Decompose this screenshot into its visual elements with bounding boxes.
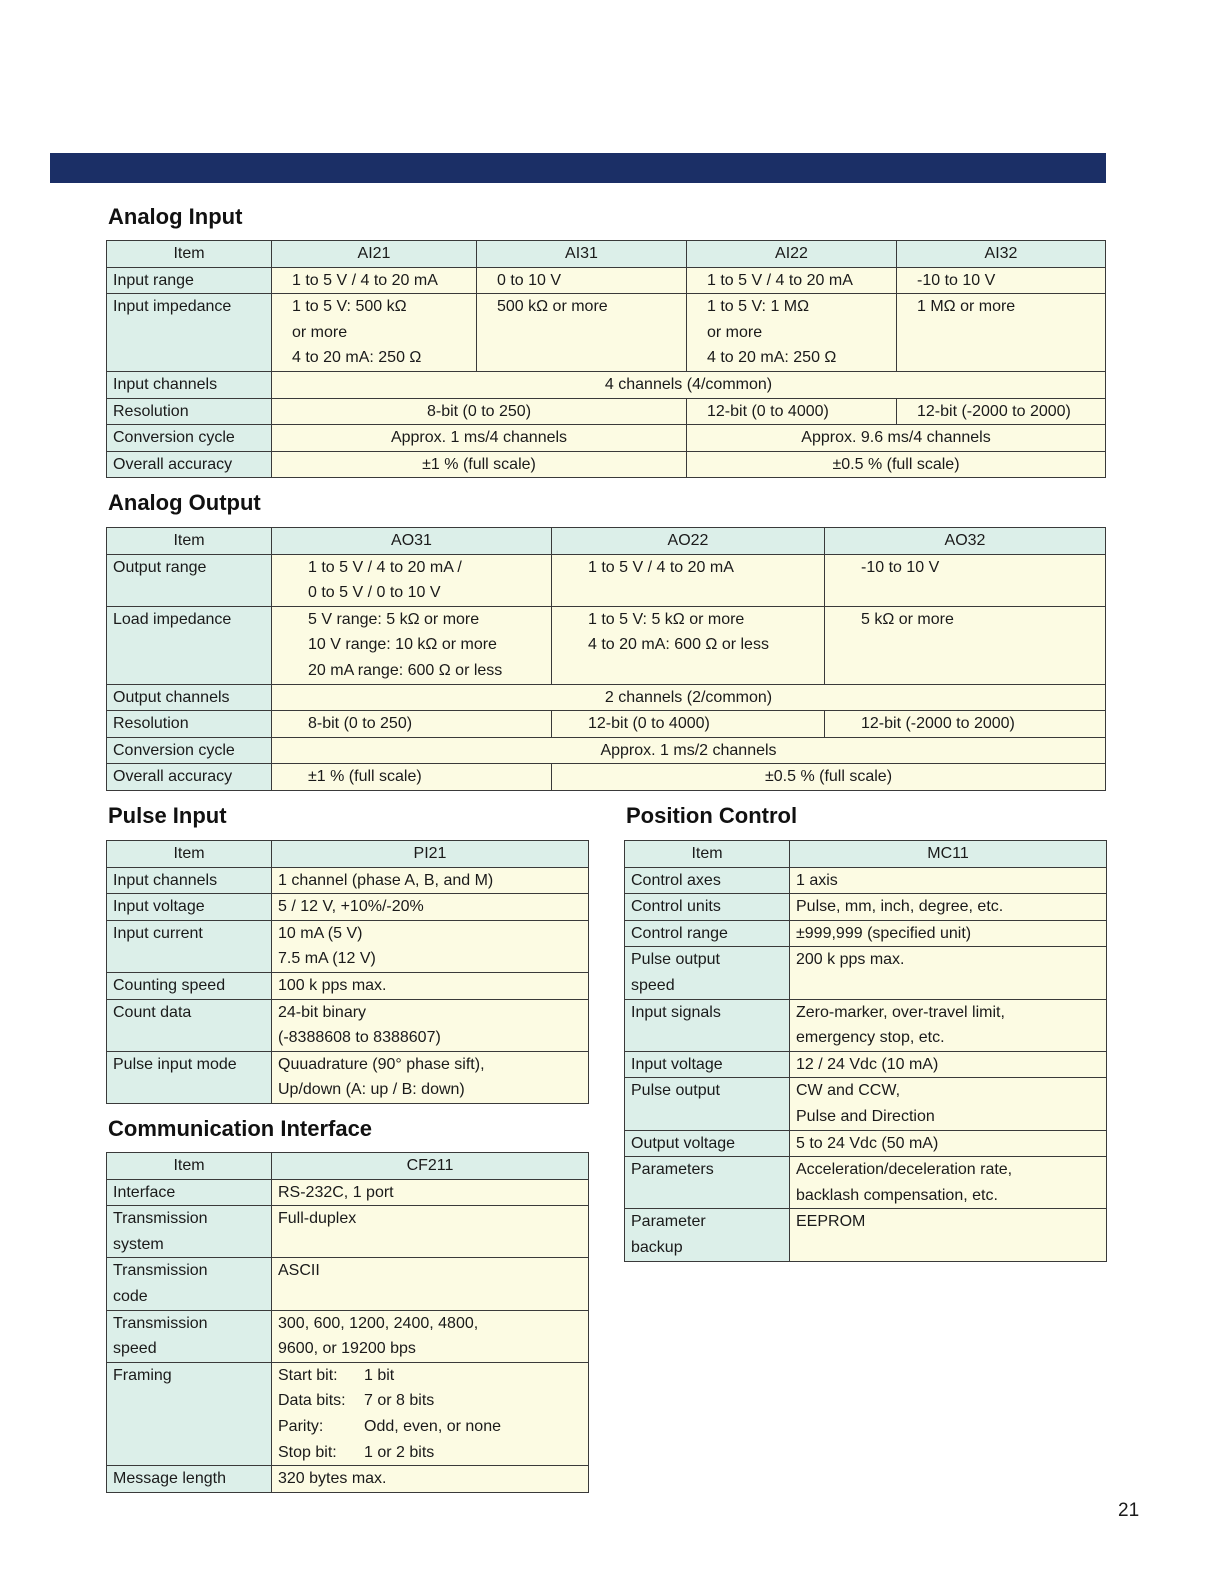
cell-line: Transmission xyxy=(113,1262,208,1280)
table-row xyxy=(107,451,1106,478)
cell-line: Input voltage xyxy=(113,898,205,916)
cell-line: backup xyxy=(631,1238,683,1256)
row-label xyxy=(107,1310,272,1362)
column-header: AO22 xyxy=(552,528,825,555)
column-header: Item xyxy=(625,841,790,868)
table-cell: 12-bit (-2000 to 2000) xyxy=(897,398,1106,425)
table-cell xyxy=(272,1206,589,1258)
cell-line: Input signals xyxy=(631,1003,721,1021)
table-cell xyxy=(790,999,1107,1051)
row-label: Resolution xyxy=(107,398,272,425)
communication-interface-title: Communication Interface xyxy=(108,1116,373,1141)
row-label xyxy=(107,1051,272,1103)
cell-line: 4 to 20 mA: 250 Ω xyxy=(707,349,837,367)
framing-value: 7 or 8 bits xyxy=(364,1392,435,1410)
column-header: AI21 xyxy=(272,241,477,268)
table-cell: 12-bit (0 to 4000) xyxy=(552,711,825,738)
framing-name: Parity: xyxy=(278,1417,324,1435)
cell-line: 9600, or 19200 bps xyxy=(278,1340,416,1358)
table-row xyxy=(107,711,1106,738)
table-row xyxy=(107,1258,589,1310)
cell-line: 10 mA (5 V) xyxy=(278,924,363,942)
cell-line: Pulse output xyxy=(631,1082,720,1100)
row-label: Input range xyxy=(107,267,272,294)
table-cell xyxy=(790,1078,1107,1130)
table-cell xyxy=(272,972,589,999)
cell-line: Control units xyxy=(631,898,721,916)
cell-line: 24-bit binary xyxy=(278,1003,367,1021)
table-cell xyxy=(272,1310,589,1362)
cell-line: Pulse input mode xyxy=(113,1055,237,1073)
table-cell xyxy=(272,606,552,684)
cell-line: 7.5 mA (12 V) xyxy=(278,950,376,968)
table-cell xyxy=(272,1258,589,1310)
table-cell: 1 MΩ or more xyxy=(897,294,1106,372)
table-cell xyxy=(790,1051,1107,1078)
cell-line: 12 / 24 Vdc (10 mA) xyxy=(796,1055,939,1073)
row-label xyxy=(625,894,790,921)
framing-name: Stop bit: xyxy=(278,1443,337,1461)
cell-line: system xyxy=(113,1235,164,1253)
cell-line: 1 to 5 V: 1 MΩ xyxy=(707,298,810,316)
table-header-row xyxy=(107,241,1106,268)
table-cell xyxy=(272,894,589,921)
table-row xyxy=(625,894,1107,921)
table-row xyxy=(107,972,589,999)
page-number: 21 xyxy=(1118,1500,1140,1521)
table-cell: 500 kΩ or more xyxy=(477,294,687,372)
analog-output-table xyxy=(106,527,1106,791)
cell-line: Parameters xyxy=(631,1161,714,1179)
table-row xyxy=(107,1179,589,1206)
cell-line: CW and CCW, xyxy=(796,1082,901,1100)
row-label xyxy=(625,1209,790,1261)
table-cell xyxy=(272,920,589,972)
cell-line: ±999,999 (specified unit) xyxy=(796,924,972,942)
row-label xyxy=(625,1078,790,1130)
table-cell: 2 channels (2/common) xyxy=(272,684,1106,711)
cell-line: 4 to 20 mA: 600 Ω or less xyxy=(588,636,769,654)
table-row xyxy=(107,425,1106,452)
table-row xyxy=(625,1051,1107,1078)
table-row xyxy=(625,1078,1107,1130)
cell-line: Parameter xyxy=(631,1213,706,1231)
table-cell xyxy=(272,999,589,1051)
table-cell xyxy=(790,867,1107,894)
row-label: Conversion cycle xyxy=(107,425,272,452)
column-header: PI21 xyxy=(272,841,589,868)
table-cell xyxy=(790,894,1107,921)
header-banner xyxy=(50,153,1106,183)
column-header: AI22 xyxy=(687,241,897,268)
table-cell xyxy=(272,867,589,894)
table-cell xyxy=(687,294,897,372)
position-control-table xyxy=(624,840,1107,1262)
pulse-input-table xyxy=(106,840,589,1104)
table-row xyxy=(625,1157,1107,1209)
framing-line xyxy=(278,1414,582,1440)
table-cell: 12-bit (-2000 to 2000) xyxy=(825,711,1106,738)
row-label xyxy=(107,920,272,972)
cell-line: or more xyxy=(292,323,348,341)
cell-line: Pulse, mm, inch, degree, etc. xyxy=(796,898,1004,916)
framing-name: Start bit: xyxy=(278,1366,338,1384)
table-cell: Approx. 1 ms/2 channels xyxy=(272,737,1106,764)
framing-value: 1 or 2 bits xyxy=(364,1443,435,1461)
table-cell xyxy=(272,1051,589,1103)
row-label: Load impedance xyxy=(107,606,272,684)
row-label: Overall accuracy xyxy=(107,451,272,478)
table-row xyxy=(107,999,589,1051)
table-header-row xyxy=(107,528,1106,555)
cell-line: 300, 600, 1200, 2400, 4800, xyxy=(278,1314,479,1332)
communication-interface-table xyxy=(106,1152,589,1493)
cell-line: speed xyxy=(631,976,675,994)
framing-value: Odd, even, or none xyxy=(364,1417,501,1435)
table-cell: 320 bytes max. xyxy=(272,1466,589,1493)
cell-line: Input current xyxy=(113,924,203,942)
table-row xyxy=(107,554,1106,606)
column-header: CF211 xyxy=(272,1153,589,1180)
column-header: AI31 xyxy=(477,241,687,268)
table-header-row xyxy=(107,1153,589,1180)
table-cell xyxy=(790,920,1107,947)
cell-line: emergency stop, etc. xyxy=(796,1029,945,1047)
table-cell: 1 to 5 V / 4 to 20 mA xyxy=(272,267,477,294)
row-label: Conversion cycle xyxy=(107,737,272,764)
table-cell: 4 channels (4/common) xyxy=(272,371,1106,398)
column-header: MC11 xyxy=(790,841,1107,868)
table-row xyxy=(107,398,1106,425)
table-row xyxy=(107,371,1106,398)
cell-line: Interface xyxy=(113,1183,176,1201)
table-cell xyxy=(790,1157,1107,1209)
cell-line: 100 k pps max. xyxy=(278,976,387,994)
cell-line: 5 / 12 V, +10%/-20% xyxy=(278,898,424,916)
table-cell: -10 to 10 V xyxy=(897,267,1106,294)
row-label xyxy=(107,1258,272,1310)
row-label xyxy=(625,947,790,999)
cell-line: Quuadrature (90° phase sift), xyxy=(278,1055,485,1073)
analog-input-table xyxy=(106,240,1106,478)
cell-line: code xyxy=(113,1287,148,1305)
cell-line: Input channels xyxy=(113,871,218,889)
row-label xyxy=(625,1157,790,1209)
framing-value: 1 bit xyxy=(364,1366,395,1384)
cell-line: Transmission xyxy=(113,1314,208,1332)
cell-line: 5 V range: 5 kΩ or more xyxy=(308,610,480,628)
row-label: Resolution xyxy=(107,711,272,738)
table-cell: Approx. 1 ms/4 channels xyxy=(272,425,687,452)
column-header: AI32 xyxy=(897,241,1106,268)
row-label xyxy=(625,867,790,894)
table-cell xyxy=(272,554,552,606)
row-label xyxy=(625,1130,790,1157)
table-row xyxy=(107,1310,589,1362)
cell-line: Zero-marker, over-travel limit, xyxy=(796,1003,1005,1021)
row-label: Input impedance xyxy=(107,294,272,372)
analog-input-title: Analog Input xyxy=(108,204,243,229)
pulse-input-title: Pulse Input xyxy=(108,803,227,828)
table-cell xyxy=(272,294,477,372)
row-label: Message length xyxy=(107,1466,272,1493)
table-row xyxy=(625,920,1107,947)
cell-line: backlash compensation, etc. xyxy=(796,1186,998,1204)
table-row xyxy=(107,267,1106,294)
cell-line: Input voltage xyxy=(631,1055,723,1073)
cell-line: 1 channel (phase A, B, and M) xyxy=(278,871,494,889)
table-cell xyxy=(552,606,825,684)
cell-line: 1 to 5 V / 4 to 20 mA / xyxy=(308,558,462,576)
table-cell: 8-bit (0 to 250) xyxy=(272,398,687,425)
framing-line xyxy=(278,1363,582,1389)
table-row xyxy=(107,867,589,894)
table-cell xyxy=(790,947,1107,999)
table-cell: ±0.5 % (full scale) xyxy=(687,451,1106,478)
analog-output-title: Analog Output xyxy=(108,490,261,515)
row-label xyxy=(107,999,272,1051)
row-label xyxy=(107,1179,272,1206)
table-row xyxy=(107,737,1106,764)
cell-line: speed xyxy=(113,1340,157,1358)
column-header: Item xyxy=(107,528,272,555)
table-row xyxy=(625,1209,1107,1261)
column-header: Item xyxy=(107,1153,272,1180)
row-label xyxy=(107,1206,272,1258)
cell-line: (-8388608 to 8388607) xyxy=(278,1029,441,1047)
table-row xyxy=(625,867,1107,894)
cell-line: 5 to 24 Vdc (50 mA) xyxy=(796,1134,939,1152)
table-cell: Approx. 9.6 ms/4 channels xyxy=(687,425,1106,452)
cell-line: Counting speed xyxy=(113,976,226,994)
row-label: Output range xyxy=(107,554,272,606)
cell-line: Pulse output xyxy=(631,951,720,969)
column-header: Item xyxy=(107,241,272,268)
cell-line: Output voltage xyxy=(631,1134,736,1152)
column-header: Item xyxy=(107,841,272,868)
table-cell: ±1 % (full scale) xyxy=(272,764,552,791)
table-row xyxy=(107,294,1106,372)
framing-line xyxy=(278,1440,582,1466)
table-cell: 8-bit (0 to 250) xyxy=(272,711,552,738)
cell-line: Full-duplex xyxy=(278,1210,357,1228)
table-row xyxy=(107,1051,589,1103)
table-cell: ±1 % (full scale) xyxy=(272,451,687,478)
cell-line: ASCII xyxy=(278,1262,320,1280)
column-header: AO32 xyxy=(825,528,1106,555)
table-cell: -10 to 10 V xyxy=(825,554,1106,606)
table-header-row xyxy=(625,841,1107,868)
table-cell: 0 to 10 V xyxy=(477,267,687,294)
cell-line: Count data xyxy=(113,1003,192,1021)
framing-name: Data bits: xyxy=(278,1392,346,1410)
table-cell: 1 to 5 V / 4 to 20 mA xyxy=(687,267,897,294)
table-cell xyxy=(790,1130,1107,1157)
cell-line: 200 k pps max. xyxy=(796,951,905,969)
cell-line: or more xyxy=(707,323,763,341)
table-row xyxy=(107,764,1106,791)
cell-line: 1 axis xyxy=(796,871,838,889)
row-label: Output channels xyxy=(107,684,272,711)
row-label xyxy=(625,999,790,1051)
framing-line xyxy=(278,1388,582,1414)
position-control-title: Position Control xyxy=(626,803,798,828)
row-label xyxy=(107,867,272,894)
row-label: Framing xyxy=(107,1362,272,1465)
table-cell: ±0.5 % (full scale) xyxy=(552,764,1106,791)
cell-line: Up/down (A: up / B: down) xyxy=(278,1081,465,1099)
cell-line: 20 mA range: 600 Ω or less xyxy=(308,661,503,679)
cell-line: 4 to 20 mA: 250 Ω xyxy=(292,349,422,367)
cell-line: 1 to 5 V: 500 kΩ xyxy=(292,298,407,316)
table-row xyxy=(107,1466,589,1493)
table-cell: 5 kΩ or more xyxy=(825,606,1106,684)
table-cell xyxy=(790,1209,1107,1261)
cell-line: 0 to 5 V / 0 to 10 V xyxy=(308,584,441,602)
table-row xyxy=(107,606,1106,684)
table-row xyxy=(107,1206,589,1258)
table-row xyxy=(107,920,589,972)
table-row xyxy=(625,1130,1107,1157)
row-label xyxy=(625,920,790,947)
cell-line: EEPROM xyxy=(796,1213,866,1231)
table-row xyxy=(625,999,1107,1051)
cell-line: Acceleration/deceleration rate, xyxy=(796,1161,1013,1179)
cell-line: RS-232C, 1 port xyxy=(278,1183,394,1201)
row-label xyxy=(107,972,272,999)
cell-line: Control range xyxy=(631,924,728,942)
row-label xyxy=(625,1051,790,1078)
cell-line: 1 to 5 V: 5 kΩ or more xyxy=(588,610,745,628)
table-row xyxy=(625,947,1107,999)
column-header: AO31 xyxy=(272,528,552,555)
table-cell xyxy=(272,1179,589,1206)
cell-line: Transmission xyxy=(113,1210,208,1228)
row-label xyxy=(107,894,272,921)
row-label: Input channels xyxy=(107,371,272,398)
cell-line: 10 V range: 10 kΩ or more xyxy=(308,636,497,654)
cell-line: Pulse and Direction xyxy=(796,1107,935,1125)
table-cell: 12-bit (0 to 4000) xyxy=(687,398,897,425)
table-row xyxy=(107,894,589,921)
table-cell xyxy=(272,1362,589,1465)
cell-line: Control axes xyxy=(631,871,721,889)
table-cell: 1 to 5 V / 4 to 20 mA xyxy=(552,554,825,606)
table-row xyxy=(107,1362,589,1465)
table-header-row xyxy=(107,841,589,868)
row-label: Overall accuracy xyxy=(107,764,272,791)
table-row xyxy=(107,684,1106,711)
